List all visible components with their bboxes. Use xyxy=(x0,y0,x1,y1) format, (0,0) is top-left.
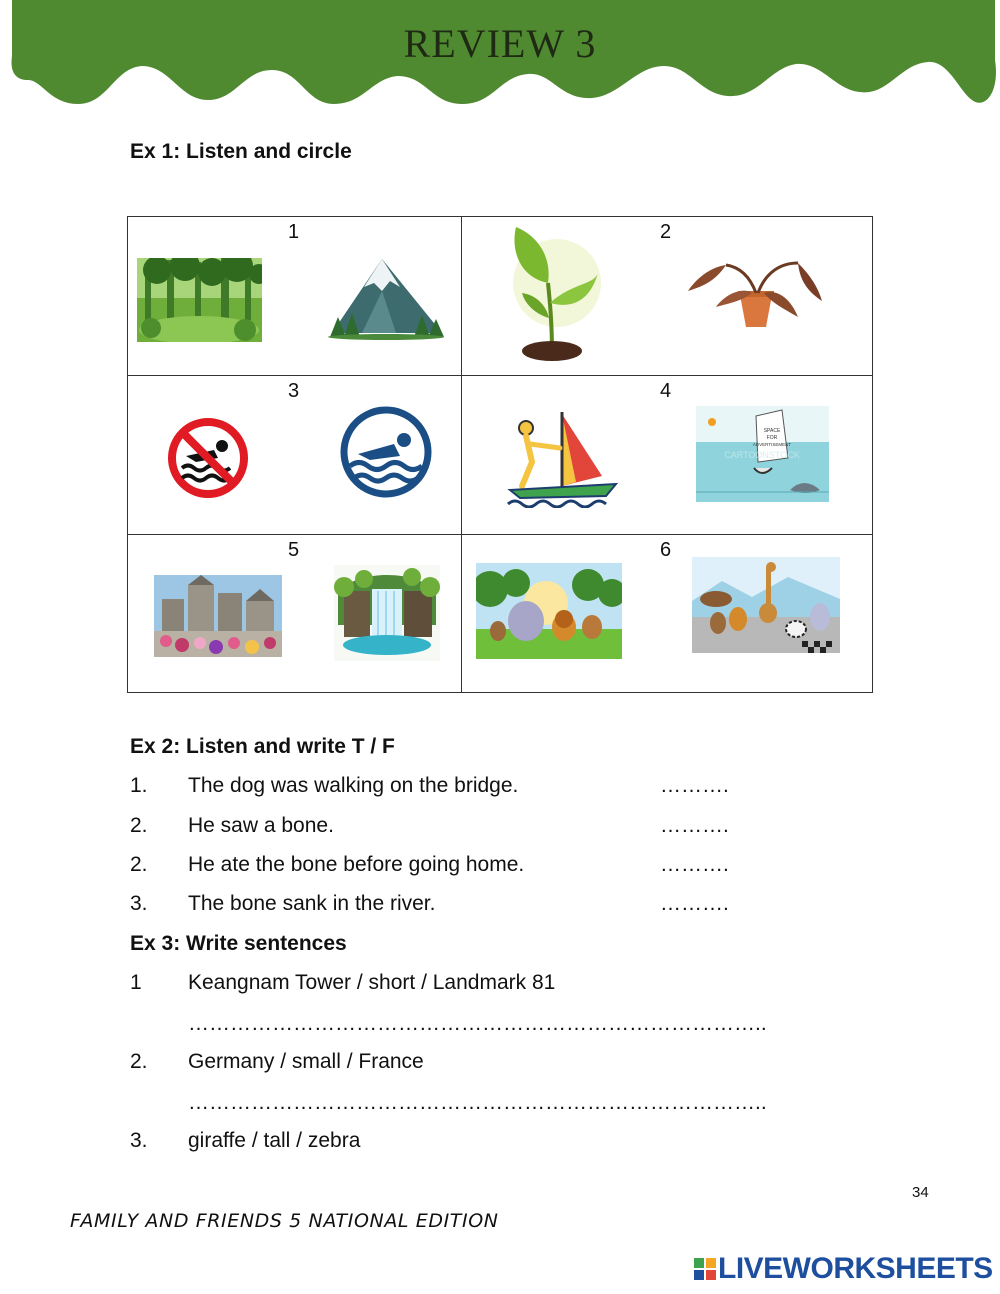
swimming-sign[interactable] xyxy=(340,406,432,498)
grid-cell-2 xyxy=(462,217,872,376)
ex1-heading: Ex 1: Listen and circle xyxy=(130,140,352,163)
cell-number: 1 xyxy=(288,221,300,243)
sailing-cartoon-picture[interactable] xyxy=(696,406,829,502)
item-text: The dog was walking on the bridge. xyxy=(188,774,519,797)
svg-text:FOR: FOR xyxy=(766,435,778,441)
windsurfing-picture[interactable] xyxy=(506,408,620,508)
item-number: 2. xyxy=(130,1050,148,1073)
item-number: 1. xyxy=(130,774,148,797)
cell-number: 4 xyxy=(660,380,672,402)
item-number: 1 xyxy=(130,971,142,994)
answer-blank[interactable]: ………. xyxy=(660,853,729,876)
answer-blank[interactable]: ………. xyxy=(660,892,729,915)
page-title: REVIEW 3 xyxy=(403,21,597,66)
answer-line[interactable]: ……………………………………………………………………….. xyxy=(188,1091,767,1114)
grid-cell-4 xyxy=(462,376,872,535)
cell-number: 2 xyxy=(660,221,672,243)
liveworksheets-logo-icon xyxy=(694,1258,716,1280)
answer-blank[interactable]: ………. xyxy=(660,814,729,837)
dying-plant-picture[interactable] xyxy=(686,257,826,331)
svg-text:SPACE: SPACE xyxy=(763,428,781,434)
ex3-heading: Ex 3: Write sentences xyxy=(130,932,347,955)
no-swimming-sign[interactable] xyxy=(166,416,250,500)
item-prompt: Germany / small / France xyxy=(188,1050,424,1073)
item-number: 2. xyxy=(130,853,148,876)
item-prompt: giraffe / tall / zebra xyxy=(188,1129,361,1152)
castle-picture[interactable] xyxy=(154,575,282,657)
animals-forest-picture[interactable] xyxy=(476,563,622,659)
grid-cell-6 xyxy=(462,535,872,692)
ex2-heading: Ex 2: Listen and write T / F xyxy=(130,735,395,758)
item-text: He saw a bone. xyxy=(188,814,334,837)
grid-cell-1 xyxy=(128,217,462,376)
item-number: 3. xyxy=(130,1129,148,1152)
cell-number: 3 xyxy=(288,380,300,402)
item-text: He ate the bone before going home. xyxy=(188,853,525,876)
healthy-plant-picture[interactable] xyxy=(502,223,602,361)
grid-cell-3 xyxy=(128,376,462,535)
item-prompt: Keangnam Tower / short / Landmark 81 xyxy=(188,971,556,994)
brand-name: LIVEWORKSHEETS xyxy=(718,1252,993,1285)
cell-number: 6 xyxy=(660,539,672,561)
cell-number: 5 xyxy=(288,539,300,561)
forest-picture[interactable] xyxy=(137,258,262,342)
grid-cell-5 xyxy=(128,535,462,692)
book-title: FAMILY AND FRIENDS 5 NATIONAL EDITION xyxy=(70,1210,499,1232)
mountain-picture[interactable] xyxy=(324,255,446,340)
animals-road-picture[interactable] xyxy=(692,557,840,653)
item-number: 3. xyxy=(130,892,148,915)
svg-text:ADVERTISEMENT: ADVERTISEMENT xyxy=(752,442,792,447)
answer-blank[interactable]: ………. xyxy=(660,774,729,797)
waterfall-picture[interactable] xyxy=(334,565,440,661)
answer-line[interactable]: ……………………………………………………………………….. xyxy=(188,1012,767,1035)
item-text: The bone sank in the river. xyxy=(188,892,436,915)
item-number: 2. xyxy=(130,814,148,837)
svg-text:CARTOONSTOCK: CARTOONSTOCK xyxy=(724,450,800,460)
picture-grid xyxy=(127,216,873,693)
page-number: 34 xyxy=(912,1184,929,1201)
